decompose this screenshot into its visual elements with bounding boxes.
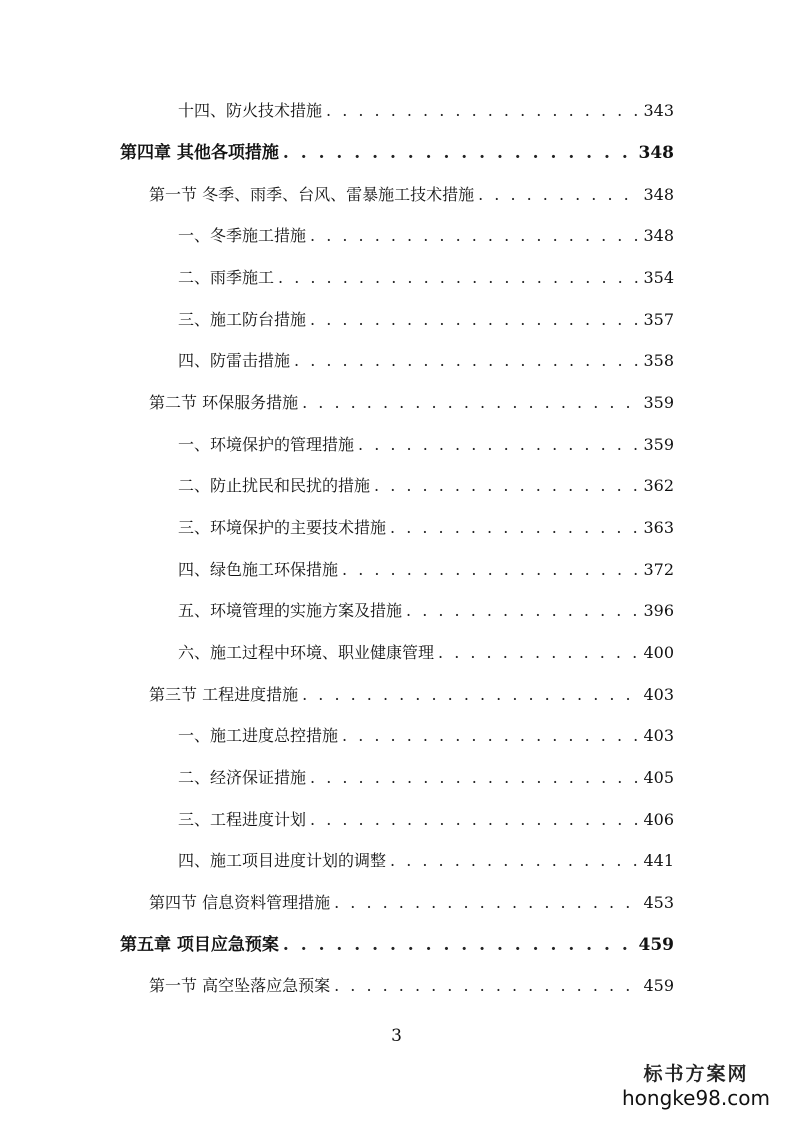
toc-entry[interactable]: [149, 180, 674, 210]
toc-entry-title: 一、冬季施工措施: [178, 226, 307, 245]
toc-entry-page: 348: [643, 226, 674, 245]
toc-entry-page: 359: [643, 435, 674, 454]
dot-leader: [283, 930, 635, 960]
toc-entry-title: 第一节 冬季、雨季、台风、雷暴施工技术措施: [149, 185, 475, 204]
toc-entry-title: 六、施工过程中环境、职业健康管理: [178, 643, 435, 662]
toc-entry[interactable]: [178, 96, 674, 126]
toc-entry-page: 400: [643, 643, 674, 662]
toc-entry[interactable]: [178, 721, 674, 751]
toc-entry-page: 405: [643, 768, 674, 787]
dot-leader: [390, 513, 639, 543]
dot-leader: [342, 555, 639, 585]
toc-entry-title: 五、环境管理的实施方案及措施: [178, 601, 403, 620]
toc-entry-page: 357: [643, 310, 674, 329]
toc-entry-title: 第四章 其他各项措施: [120, 143, 279, 163]
toc-entry-title: 二、雨季施工: [178, 268, 275, 287]
dot-leader: [283, 138, 635, 168]
toc-entry-page: 372: [643, 560, 674, 579]
toc-entry[interactable]: [178, 763, 674, 793]
toc-entry-title: 三、环境保护的主要技术措施: [178, 518, 387, 537]
dot-leader: [294, 346, 639, 376]
watermark-url: hongke98.com: [622, 1086, 770, 1110]
dot-leader: [478, 180, 639, 210]
dot-leader: [334, 971, 639, 1001]
dot-leader: [406, 596, 639, 626]
toc-entry-title: 一、施工进度总控措施: [178, 726, 339, 745]
toc-entry-page: 441: [643, 851, 674, 870]
toc-entry[interactable]: [178, 263, 674, 293]
toc-entry-page: 348: [643, 185, 674, 204]
toc-entry[interactable]: [178, 305, 674, 335]
toc-entry-page: 363: [643, 518, 674, 537]
toc-entry[interactable]: [120, 930, 674, 960]
dot-leader: [326, 96, 639, 126]
toc-entry[interactable]: [120, 138, 674, 168]
dot-leader: [302, 680, 639, 710]
toc-entry[interactable]: [149, 388, 674, 418]
toc-entry-title: 三、工程进度计划: [178, 810, 307, 829]
toc-entry-page: 459: [638, 935, 674, 955]
toc-entry-page: 403: [643, 685, 674, 704]
toc-entry-title: 第五章 项目应急预案: [120, 935, 279, 955]
toc-entry[interactable]: [178, 221, 674, 251]
toc-entry[interactable]: [178, 805, 674, 835]
dot-leader: [358, 430, 639, 460]
toc-entry-page: 354: [643, 268, 674, 287]
dot-leader: [278, 263, 639, 293]
toc-entry-title: 四、防雷击措施: [178, 351, 291, 370]
dot-leader: [334, 888, 639, 918]
toc-entry-title: 第四节 信息资料管理措施: [149, 893, 331, 912]
dot-leader: [374, 471, 639, 501]
toc-entry-page: 358: [643, 351, 674, 370]
dot-leader: [302, 388, 639, 418]
toc-entry[interactable]: [149, 680, 674, 710]
toc-entry[interactable]: [149, 888, 674, 918]
watermark-text: 标书方案网: [643, 1063, 749, 1085]
toc-entry-page: 348: [638, 143, 674, 163]
toc-entry-title: 四、绿色施工环保措施: [178, 560, 339, 579]
page-number: 3: [391, 1026, 402, 1046]
toc-entry[interactable]: [178, 471, 674, 501]
toc-entry-title: 第二节 环保服务措施: [149, 393, 299, 412]
toc-entry-page: 406: [643, 810, 674, 829]
toc-entry-title: 三、施工防台措施: [178, 310, 307, 329]
toc-entry-page: 362: [643, 476, 674, 495]
toc-entry[interactable]: [178, 555, 674, 585]
toc-entry-title: 十四、防火技术措施: [178, 101, 323, 120]
toc-entry-title: 二、经济保证措施: [178, 768, 307, 787]
dot-leader: [342, 721, 639, 751]
toc-entry[interactable]: [178, 346, 674, 376]
toc-entry-title: 四、施工项目进度计划的调整: [178, 851, 387, 870]
dot-leader: [438, 638, 639, 668]
toc-entry-title: 二、防止扰民和民扰的措施: [178, 476, 371, 495]
toc-entry[interactable]: [178, 638, 674, 668]
dot-leader: [310, 305, 639, 335]
dot-leader: [310, 763, 639, 793]
toc-entry-title: 一、环境保护的管理措施: [178, 435, 355, 454]
toc-entry-page: 403: [643, 726, 674, 745]
toc-entry-page: 459: [643, 976, 674, 995]
toc-entry-page: 453: [643, 893, 674, 912]
toc-entry[interactable]: [149, 971, 674, 1001]
toc-entry-page: 343: [643, 101, 674, 120]
dot-leader: [390, 846, 639, 876]
watermark: [611, 1059, 781, 1110]
toc-entry[interactable]: [178, 596, 674, 626]
toc-entry-title: 第一节 高空坠落应急预案: [149, 976, 331, 995]
toc-entry-page: 359: [643, 393, 674, 412]
dot-leader: [310, 221, 639, 251]
dot-leader: [310, 805, 639, 835]
toc-entry-title: 第三节 工程进度措施: [149, 685, 299, 704]
toc-entry-page: 396: [643, 601, 674, 620]
toc-entry[interactable]: [178, 513, 674, 543]
toc-entry[interactable]: [178, 430, 674, 460]
toc-entry[interactable]: [178, 846, 674, 876]
